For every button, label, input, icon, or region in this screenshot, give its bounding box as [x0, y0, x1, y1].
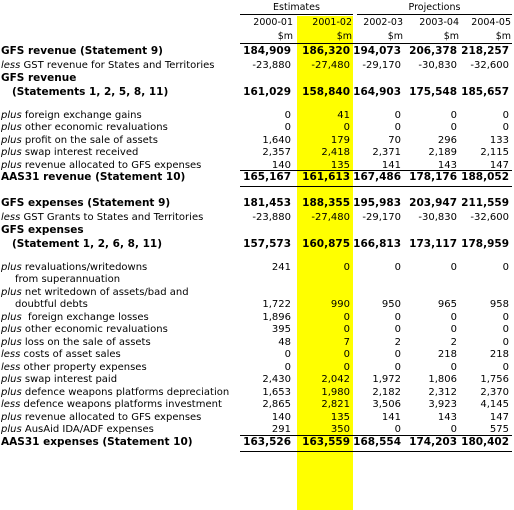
cell-value: 350: [330, 424, 350, 435]
row-label-text: other economic revaluations: [21, 122, 168, 133]
row-label-text: (Statement 1, 2, 6, 8, 11): [1, 237, 162, 250]
cell-value: 0: [343, 311, 350, 323]
row-prefix: plus: [1, 147, 22, 158]
total-underline: [240, 186, 512, 187]
cell-value: 0: [502, 336, 509, 348]
row-label: [1, 361, 147, 374]
cell-value: 160,875: [302, 237, 350, 250]
row-prefix: less: [1, 361, 21, 373]
row-label-text: (Statements 1, 2, 5, 8, 11): [1, 85, 169, 98]
cell-value: 0: [343, 361, 350, 373]
cell-value: 0: [502, 324, 509, 335]
table-row: [0, 146, 514, 159]
cell-value: 2,418: [321, 147, 350, 158]
cell-value: 296: [437, 134, 457, 146]
row-label: [1, 86, 168, 99]
cell-value: 1,972: [372, 374, 401, 385]
cell-value: 164,903: [353, 85, 401, 98]
row-label-text: GST revenue for States and Territories: [20, 60, 215, 71]
row-label: [1, 224, 84, 237]
column-header-year: 2004-05: [471, 17, 511, 28]
cell-value: 0: [502, 109, 509, 121]
cell-value: 0: [502, 361, 509, 373]
cell-value: 166,813: [353, 237, 401, 250]
cell-value: -29,170: [362, 212, 401, 223]
cell-value: 188,052: [461, 171, 509, 183]
cell-value: -23,880: [252, 60, 291, 71]
row-label: [1, 386, 229, 399]
cell-value: 218: [489, 349, 509, 360]
row-label: [1, 436, 193, 449]
table-row: [0, 197, 514, 211]
cell-value: 0: [450, 122, 457, 133]
cell-value: 41: [337, 109, 350, 121]
row-label-text: AAS31 expenses (Statement 10): [1, 435, 193, 448]
cell-value: 185,657: [461, 85, 509, 98]
table-row: [0, 348, 514, 361]
cell-value: 291: [271, 424, 291, 435]
column-header-year: 2000-01: [253, 17, 293, 28]
column-header-year: 2002-03: [363, 17, 403, 28]
row-prefix: plus: [1, 411, 22, 423]
row-prefix: plus: [1, 324, 22, 335]
cell-value: -32,600: [470, 60, 509, 71]
table-row: [0, 386, 514, 399]
row-label-text: AAS31 revenue (Statement 10): [1, 171, 186, 183]
row-label-text: defence weapons platforms depreciation: [21, 386, 230, 398]
row-prefix: plus: [1, 286, 22, 298]
cell-value: 70: [388, 134, 401, 146]
cell-value: 0: [450, 361, 457, 373]
cell-value: -32,600: [470, 212, 509, 223]
table-row: [0, 86, 514, 100]
cell-value: 181,453: [243, 197, 291, 209]
cell-value: 2,042: [321, 374, 350, 385]
row-label: [1, 45, 163, 58]
cell-value: 0: [394, 424, 401, 435]
cell-value: 0: [450, 261, 457, 273]
cell-value: 143: [437, 411, 457, 423]
cell-value: 0: [343, 324, 350, 335]
column-header-unit: $m: [336, 31, 352, 42]
cell-value: 0: [343, 261, 350, 273]
column-header-year: 2003-04: [419, 17, 459, 28]
cell-value: -30,830: [418, 60, 457, 71]
label-row: [0, 286, 514, 299]
column-header-unit: $m: [277, 31, 293, 42]
cell-value: 1,896: [262, 311, 291, 323]
group-header-projections: [357, 2, 512, 14]
row-label-text: revenue allocated to GFS expenses: [21, 159, 202, 171]
row-label: [15, 298, 88, 311]
cell-value: 2,189: [428, 147, 457, 158]
row-prefix: less: [1, 60, 21, 71]
cell-value: -27,480: [311, 60, 350, 71]
cell-value: 1,722: [262, 299, 291, 310]
cell-value: 174,203: [409, 435, 457, 448]
row-label-text: foreign exchange gains: [21, 109, 142, 121]
cell-value: 178,176: [409, 171, 457, 183]
cell-value: 0: [394, 349, 401, 360]
row-label: [1, 109, 142, 122]
row-label-text: GFS revenue (Statement 9): [1, 45, 163, 57]
cell-value: 163,526: [243, 435, 291, 448]
cell-value: 161,613: [302, 171, 350, 183]
cell-value: 48: [278, 336, 291, 348]
cell-value: 0: [394, 109, 401, 121]
row-label-text: swap interest received: [21, 147, 139, 158]
row-label-text: revenue allocated to GFS expenses: [21, 411, 202, 423]
row-label: [1, 59, 215, 72]
cell-value: 2,357: [262, 147, 291, 158]
cell-value: 188,355: [302, 197, 350, 209]
row-prefix: plus: [1, 374, 22, 385]
table-row: [0, 336, 514, 349]
group-label: Projections: [408, 2, 461, 13]
table-row: [0, 311, 514, 324]
row-label-text: revaluations/writedowns: [21, 261, 148, 273]
row-label: [1, 398, 222, 411]
table-row: [0, 411, 514, 424]
row-prefix: less: [1, 399, 21, 410]
row-label-text: loss on the sale of assets: [21, 336, 151, 348]
cell-value: -29,170: [362, 60, 401, 71]
row-label: [1, 411, 201, 424]
cell-value: 0: [394, 261, 401, 273]
cell-value: 0: [284, 361, 291, 373]
cell-value: 0: [450, 311, 457, 323]
cell-value: 0: [394, 311, 401, 323]
cell-value: 575: [489, 424, 509, 435]
total-row: [0, 171, 514, 185]
cell-value: 180,402: [461, 435, 509, 448]
row-label-text: defence weapons platforms investment: [20, 399, 222, 410]
cell-value: 218,257: [461, 45, 509, 57]
cell-value: 194,073: [353, 45, 401, 57]
table-row: [0, 373, 514, 386]
row-label-text: AusAid IDA/ADF expenses: [21, 424, 154, 435]
cell-value: 161,029: [243, 85, 291, 98]
cell-value: 958: [489, 299, 509, 310]
row-prefix: plus: [1, 134, 22, 146]
label-row: [0, 224, 514, 238]
cell-value: 0: [450, 109, 457, 121]
cell-value: 167,486: [353, 171, 401, 183]
cell-value: 218: [437, 349, 457, 360]
row-label: [1, 336, 151, 349]
cell-value: 0: [502, 122, 509, 133]
row-prefix: plus: [1, 122, 22, 133]
cell-value: 241: [271, 261, 291, 273]
cell-value: 141: [381, 411, 401, 423]
row-label: [1, 373, 117, 386]
cell-value: 147: [489, 159, 509, 171]
row-label: [1, 134, 158, 147]
cell-value: 157,573: [243, 237, 291, 250]
cell-value: 141: [381, 159, 401, 171]
row-label-text: costs of asset sales: [20, 349, 121, 360]
cell-value: 147: [489, 411, 509, 423]
row-label-text: GFS revenue: [1, 71, 77, 84]
row-prefix: plus: [1, 109, 22, 121]
cell-value: 0: [284, 349, 291, 360]
cell-value: 1,653: [262, 386, 291, 398]
cell-value: 1,980: [321, 386, 350, 398]
cell-value: 0: [284, 122, 291, 133]
cell-value: 395: [271, 324, 291, 335]
cell-value: 1,640: [262, 134, 291, 146]
cell-value: 140: [271, 411, 291, 423]
row-label-text: from superannuation: [15, 274, 121, 285]
cell-value: 135: [330, 159, 350, 171]
row-label-text: foreign exchange losses: [21, 311, 149, 323]
table-row: [0, 109, 514, 122]
row-label: [1, 423, 154, 436]
cell-value: 0: [450, 424, 457, 435]
cell-value: -23,880: [252, 212, 291, 223]
cell-value: 1,756: [480, 374, 509, 385]
cell-value: 143: [437, 159, 457, 171]
cell-value: 4,145: [480, 399, 509, 410]
table-row: [0, 59, 514, 72]
column-header-unit: $m: [495, 31, 511, 42]
cell-value: 0: [343, 122, 350, 133]
cell-value: 0: [450, 324, 457, 335]
group-label: Estimates: [273, 2, 320, 13]
cell-value: 7: [343, 336, 350, 348]
cell-value: 2,312: [428, 386, 457, 398]
cell-value: 3,506: [372, 399, 401, 410]
cell-value: 0: [502, 311, 509, 323]
cell-value: 2: [394, 336, 401, 348]
cell-value: 0: [394, 324, 401, 335]
table-row: [0, 121, 514, 134]
cell-value: 186,320: [302, 45, 350, 57]
row-prefix: plus: [1, 261, 22, 273]
table-row: [0, 261, 514, 274]
cell-value: 1,806: [428, 374, 457, 385]
total-row: [0, 436, 514, 450]
row-label: [1, 197, 170, 210]
cell-value: 2,371: [372, 147, 401, 158]
cell-value: 203,947: [409, 197, 457, 209]
total-underline: [240, 451, 512, 452]
cell-value: 184,909: [243, 45, 291, 57]
cell-value: 140: [271, 159, 291, 171]
cell-value: 133: [489, 134, 509, 146]
cell-value: 179: [330, 134, 350, 146]
cell-value: 158,840: [302, 85, 350, 98]
row-label: [1, 238, 162, 251]
row-label-text: other property expenses: [20, 361, 147, 373]
row-label: [1, 261, 147, 274]
column-header-unit: $m: [387, 31, 403, 42]
row-prefix: plus: [1, 159, 22, 171]
cell-value: 3,923: [428, 399, 457, 410]
table-row: [0, 323, 514, 336]
cell-value: 168,554: [353, 435, 401, 448]
cell-value: 965: [437, 299, 457, 310]
row-label-text: GST Grants to States and Territories: [20, 212, 204, 223]
row-prefix: plus: [1, 424, 22, 435]
cell-value: 178,959: [461, 237, 509, 250]
table-row: [0, 45, 514, 59]
table-row: [0, 361, 514, 374]
row-label: [1, 121, 168, 134]
row-label: [1, 211, 203, 224]
label-row: [0, 273, 514, 286]
cell-value: 173,117: [409, 237, 457, 250]
cell-value: 211,559: [461, 197, 509, 209]
cell-value: 950: [381, 299, 401, 310]
group-header-estimates: [240, 2, 353, 14]
cell-value: 0: [284, 109, 291, 121]
row-label: [1, 286, 189, 299]
row-label: [1, 72, 76, 85]
cell-value: 135: [330, 411, 350, 423]
cell-value: 2,370: [480, 386, 509, 398]
label-row: [0, 72, 514, 86]
row-label-text: GFS expenses (Statement 9): [1, 197, 171, 209]
cell-value: 2,115: [480, 147, 509, 158]
cell-value: 0: [343, 349, 350, 360]
row-label-text: doubtful debts: [15, 299, 88, 310]
table-row: [0, 211, 514, 224]
row-label: [1, 311, 149, 324]
row-label-text: GFS expenses: [1, 223, 84, 236]
row-label-text: swap interest paid: [21, 374, 118, 385]
cell-value: 2: [450, 336, 457, 348]
row-label-text: profit on the sale of assets: [21, 134, 158, 146]
table-row: [0, 134, 514, 147]
row-label: [1, 323, 168, 336]
cell-value: 0: [502, 261, 509, 273]
row-label: [1, 171, 185, 184]
cell-value: 990: [330, 299, 350, 310]
cell-value: 165,167: [243, 171, 291, 183]
row-label-text: other economic revaluations: [21, 324, 168, 335]
row-label-text: net writedown of assets/bad and: [21, 286, 189, 298]
row-label: [1, 348, 121, 361]
table-row: [0, 298, 514, 311]
row-prefix: less: [1, 349, 21, 360]
cell-value: 195,983: [353, 197, 401, 209]
cell-value: 163,559: [302, 435, 350, 448]
column-header-unit: $m: [443, 31, 459, 42]
row-label: [1, 146, 138, 159]
row-prefix: plus: [1, 386, 22, 398]
cell-value: -30,830: [418, 212, 457, 223]
cell-value: 2,865: [262, 399, 291, 410]
table-row: [0, 398, 514, 411]
cell-value: 2,821: [321, 399, 350, 410]
cell-value: 0: [394, 361, 401, 373]
row-label: [1, 159, 201, 172]
table-row: [0, 238, 514, 252]
cell-value: 175,548: [409, 85, 457, 98]
row-prefix: plus: [1, 336, 22, 348]
header-rule: [240, 43, 512, 44]
cell-value: 0: [394, 122, 401, 133]
row-prefix: less: [1, 212, 21, 223]
cell-value: 2,430: [262, 374, 291, 385]
cell-value: -27,480: [311, 212, 350, 223]
row-label: [15, 273, 120, 286]
column-header-year: 2001-02: [312, 17, 352, 28]
row-prefix: plus: [1, 311, 22, 323]
cell-value: 206,378: [409, 45, 457, 57]
cell-value: 2,182: [372, 386, 401, 398]
